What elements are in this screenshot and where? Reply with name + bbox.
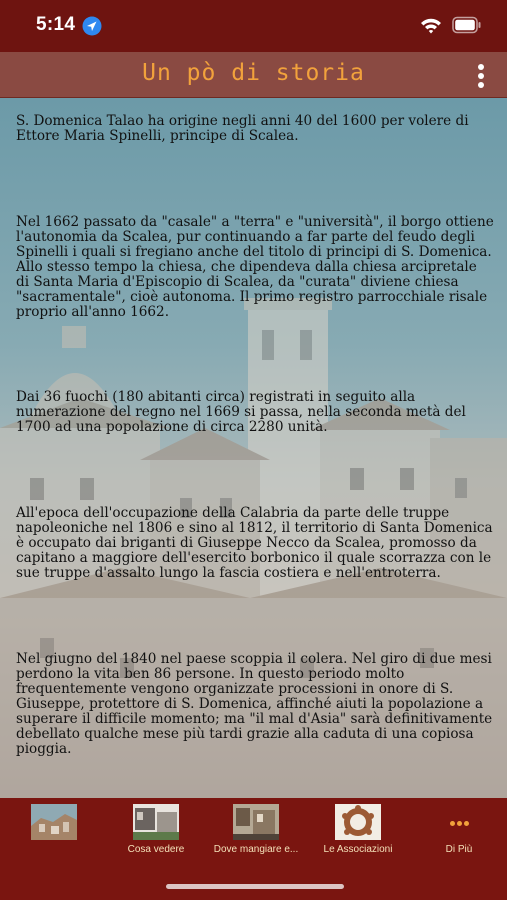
sights-thumbnail-icon [133, 804, 179, 840]
history-paragraph-3: Dai 36 fuochi (180 abitanti circa) registrati in seguito alla numerazione del regno nel 1669 si passa, nella seconda metà del 1700 ad una popolazione di circa 2280 unità. [16, 389, 466, 435]
page-title: Un pò di storia [142, 60, 365, 86]
tab-dove-mangiare[interactable] [206, 804, 306, 860]
history-paragraph-2: Nel 1662 passato da "casale" a "terra" e "università", il borgo ottiene l'autonomia da Scalea, pur continuando a far parte del feudo degli Spinelli i quali si fregiano anche del titolo di principi di S. Domenica. Allo stesso tempo la chiesa, che dipendeva dalla chiesa arcipretale di Santa Maria d'Episcopio di Scalea, da "curata" diviene chiesa "sacramentale", cioè autonoma. Il primo registro parrocchiale risale proprio all'anno 1662. [16, 214, 494, 320]
history-content[interactable] [0, 98, 507, 798]
battery-icon [452, 16, 482, 34]
food-thumbnail-icon [233, 804, 279, 840]
history-paragraph-4: All'epoca dell'occupazione della Calabria da parte delle truppe napoleoniche nel 1806 e sino al 1812, il territorio di Santa Domenica è occupato dai briganti di Giuseppe Necco da Scalea, promosso da capitano a maggiore dell'esercito borbonico il quale scorrazza con le sue truppe d'assalto lungo la fascia costiera e nell'entroterra. [16, 505, 493, 581]
tab-label: Dove mangiare e... [213, 844, 299, 855]
home-indicator[interactable] [166, 884, 344, 889]
associations-thumbnail-icon [335, 804, 381, 840]
wifi-icon [420, 17, 442, 34]
more-vertical-icon [478, 64, 484, 70]
town-thumbnail-icon [31, 804, 77, 840]
tab-label: Cosa vedere [127, 844, 185, 855]
tab-label: Le Associazioni [323, 844, 393, 855]
tab-associazioni[interactable] [310, 804, 406, 860]
more-dots-icon [414, 804, 504, 840]
history-paragraph-1: S. Domenica Talao ha origine negli anni 40 del 1600 per volere di Ettore Maria Spinelli, principe di Scalea. [16, 113, 469, 144]
tab-label: Di Più [445, 844, 473, 855]
status-bar [0, 0, 507, 52]
tab-cosa-vedere[interactable] [110, 804, 202, 860]
location-arrow-icon [82, 16, 102, 36]
tab-storia[interactable] [8, 804, 100, 860]
header-bar [0, 52, 507, 98]
history-paragraph-5: Nel giugno del 1840 nel paese scoppia il colera. Nel giro di due mesi perdono la vita ben 86 persone. In questo periodo molto frequentemente vengono organizzate processioni in onore di S. Giuseppe, protettore di S. Domenica, affinché aiuti la popolazione a superare il difficile momento; ma "il mal d'Asia" sarà definitivamente debellato qualche mese più tardi grazie alla caduta di una copiosa pioggia. [16, 651, 493, 757]
more-options-button[interactable] [470, 62, 492, 90]
status-time: 5:14 [36, 14, 76, 35]
tab-di-piu[interactable] [414, 804, 504, 860]
